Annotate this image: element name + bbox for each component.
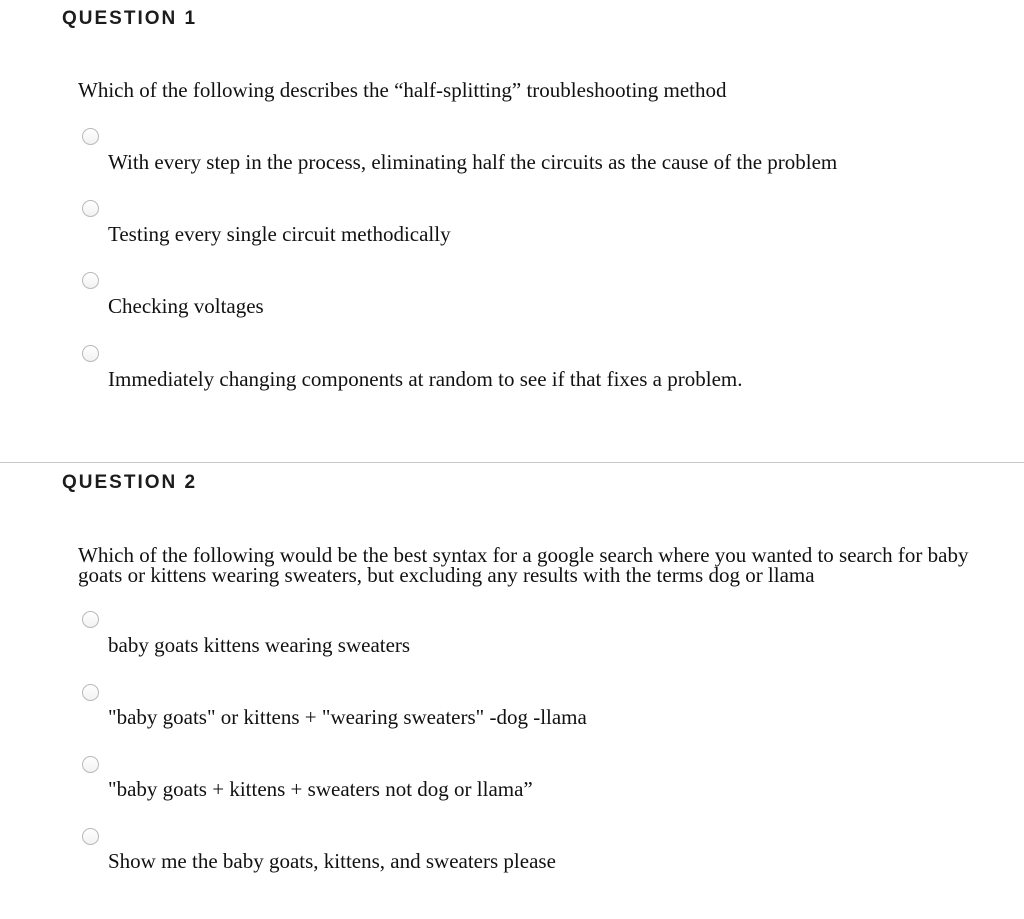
- radio-button[interactable]: [82, 756, 99, 773]
- radio-button[interactable]: [82, 684, 99, 701]
- question-2-header: QUESTION 2: [62, 472, 198, 493]
- option-label[interactable]: Show me the baby goats, kittens, and sweaters please: [108, 849, 556, 873]
- question-1-prompt: Which of the following describes the “half-splitting” troubleshooting method: [78, 78, 727, 102]
- radio-button[interactable]: [82, 611, 99, 628]
- option-label[interactable]: "baby goats + kittens + sweaters not dog or llama”: [108, 777, 533, 801]
- question-2-prompt: Which of the following would be the best syntax for a google search where you wanted to search for baby goats or kittens wearing sweaters, but excluding any results with the terms dog or llama: [78, 543, 969, 587]
- question-1-header: QUESTION 1: [62, 8, 198, 29]
- option-label[interactable]: With every step in the process, eliminating half the circuits as the cause of the problem: [108, 150, 838, 174]
- option-label[interactable]: Immediately changing components at random to see if that fixes a problem.: [108, 367, 743, 391]
- option-label[interactable]: Checking voltages: [108, 294, 264, 318]
- option-label[interactable]: "baby goats" or kittens + "wearing sweaters" -dog -llama: [108, 705, 587, 729]
- radio-button[interactable]: [82, 200, 99, 217]
- option-label[interactable]: baby goats kittens wearing sweaters: [108, 633, 411, 657]
- radio-button[interactable]: [82, 345, 99, 362]
- question-divider: [0, 462, 1024, 463]
- radio-button[interactable]: [82, 128, 99, 145]
- option-label[interactable]: Testing every single circuit methodically: [108, 222, 451, 246]
- radio-button[interactable]: [82, 272, 99, 289]
- radio-button[interactable]: [82, 828, 99, 845]
